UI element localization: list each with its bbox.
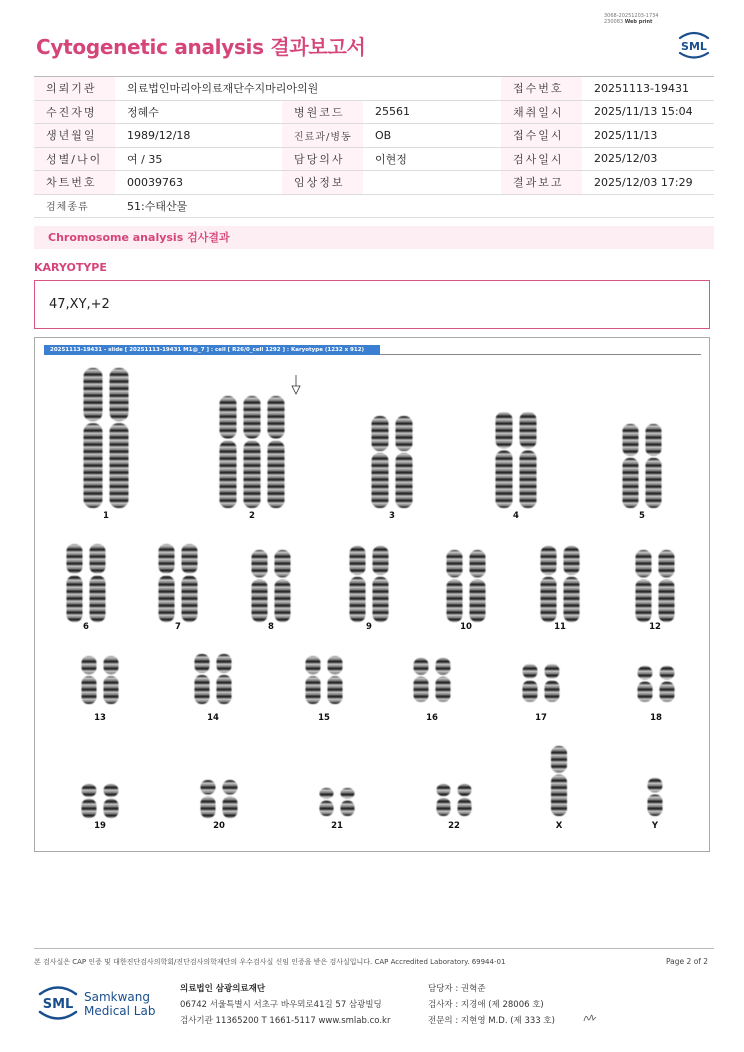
chromosome-label: 15 — [318, 713, 330, 723]
specimen-label: 검체종류 — [34, 194, 115, 218]
organization-info — [180, 981, 390, 1029]
info-row — [34, 147, 714, 171]
chromosome-5-copy — [646, 424, 662, 508]
chromosome-20-copy — [223, 780, 238, 818]
patient-info-table — [34, 76, 714, 218]
info-row — [34, 194, 714, 218]
chromosome-label: 16 — [426, 713, 438, 723]
slide-caption: 20251113-19431 - slide [ 20251113-19431 M1@_7 ] : cell [ R26/0_cell 1292 ] : Karyotype (1232 x 912) — [44, 345, 380, 355]
chromosome-6-copy — [90, 544, 106, 622]
chromosome-10-copy — [447, 550, 463, 622]
trisomy-arrow-icon — [292, 375, 300, 394]
chromosome-19-copy — [104, 784, 119, 818]
chromosome-20-copy — [201, 780, 216, 818]
chromosome-3-copy — [396, 416, 413, 508]
chromosome-X-copy — [551, 746, 567, 816]
chromosome-label: 18 — [650, 713, 662, 723]
chromosome-label: 2 — [249, 511, 255, 521]
chromosome-21-copy — [341, 788, 355, 816]
staff-tester: 검사자 : 지경애 (제 28006 호) — [428, 1000, 544, 1010]
footer-rule — [34, 948, 714, 949]
chromosome-17-copy — [523, 664, 538, 702]
chromosome-4-copy — [520, 412, 537, 508]
chromosome-17-copy — [545, 664, 560, 702]
test-date-label: 검사일시 — [501, 147, 582, 171]
organization-address: 06742 서울특별시 서초구 바우뫼로41길 57 삼광빌딩 — [180, 1000, 382, 1010]
sml-footer-logo — [36, 980, 80, 1026]
test-date-value: 2025/12/03 — [582, 147, 714, 171]
chromosome-6-copy — [67, 544, 83, 622]
info-row — [34, 171, 714, 195]
sex-age-label: 성별/나이 — [34, 147, 115, 171]
chromosome-9-copy — [373, 546, 389, 622]
chromosome-11-copy — [541, 546, 557, 622]
staff-info — [428, 981, 555, 1029]
chromosome-label: 19 — [94, 821, 106, 831]
karyogram-svg — [35, 338, 711, 853]
patient-name-value: 정혜수 — [115, 100, 282, 124]
chromosome-8-copy — [252, 550, 268, 622]
karyotype-result: 47,XY,+2 — [34, 280, 710, 329]
chromosome-label: 21 — [331, 821, 343, 831]
clinical-info-label: 임상정보 — [282, 171, 363, 195]
organization-name: 의료법인 삼광의료재단 — [180, 984, 266, 994]
page-number: Page 2 of 2 — [666, 957, 709, 966]
chromosome-4-copy — [496, 412, 513, 508]
organization-contact: 검사기관 11365200 T 1661-5117 www.smlab.co.kr — [180, 1016, 391, 1026]
section-title: Chromosome analysis 검사결과 — [34, 226, 714, 249]
chromosome-label: 10 — [460, 622, 472, 632]
chromosome-label: Y — [651, 821, 659, 831]
page-title: Cytogenetic analysis 결과보고서 — [36, 35, 366, 59]
specimen-value: 51:수태산물 — [115, 194, 714, 218]
chromosome-label: X — [555, 821, 563, 831]
receipt-no-label: 접수번호 — [501, 77, 582, 101]
chromosome-11-copy — [564, 546, 580, 622]
karyogram-image — [34, 337, 710, 852]
chromosome-13-copy — [104, 656, 119, 704]
karyotype-label: KARYOTYPE — [34, 261, 107, 274]
sml-logo-text: SML — [681, 40, 707, 53]
chromosome-10-copy — [470, 550, 486, 622]
chromosome-7-copy — [182, 544, 198, 622]
brand-line1: Samkwang — [84, 990, 150, 1004]
signature — [582, 1011, 598, 1023]
certification-note: 본 검사실은 CAP 인증 및 대한진단검사의학회/진단검사의학재단의 우수검사실 신임 인증을 받은 검사실입니다. CAP Accredited Laboratory. 69944-01 — [34, 958, 506, 966]
clinical-info-value — [363, 171, 501, 195]
chromosome-label: 12 — [649, 622, 661, 632]
doctor-label: 담당의사 — [282, 147, 363, 171]
chromosome-label: 11 — [554, 622, 566, 632]
receipt-date-value: 2025/11/13 — [582, 124, 714, 148]
chromosome-18-copy — [638, 666, 653, 702]
referring-institution-value: 의료법인마리아의료재단수지마리아의원 — [115, 77, 501, 101]
info-row — [34, 124, 714, 148]
brand-name — [84, 990, 155, 1018]
chromosome-13-copy — [82, 656, 97, 704]
chromosome-8-copy — [275, 550, 291, 622]
chromosome-19-copy — [82, 784, 97, 818]
chromosome-2-copy — [220, 396, 237, 508]
sex-age-value: 여 / 35 — [115, 147, 282, 171]
chromosome-14-copy — [195, 654, 210, 704]
chromosome-15-copy — [328, 656, 343, 704]
chromosome-7-copy — [159, 544, 175, 622]
chromosome-1-copy — [110, 368, 129, 508]
chromosome-21-copy — [320, 788, 334, 816]
chromosome-18-copy — [660, 666, 675, 702]
chromosome-Y-copy — [648, 778, 663, 816]
chromosome-15-copy — [306, 656, 321, 704]
chromosome-label: 5 — [639, 511, 645, 521]
birth-value: 1989/12/18 — [115, 124, 282, 148]
chart-no-label: 차트번호 — [34, 171, 115, 195]
collection-time-value: 2025/11/13 15:04 — [582, 100, 714, 124]
chromosome-label: 4 — [513, 511, 519, 521]
brand-line2: Medical Lab — [84, 1004, 156, 1018]
document-id — [604, 13, 659, 25]
receipt-date-label: 접수일시 — [501, 124, 582, 148]
chromosome-label: 6 — [83, 622, 89, 632]
chromosome-22-copy — [458, 784, 472, 816]
info-row — [34, 77, 714, 101]
hospital-code-label: 병원코드 — [282, 100, 363, 124]
chromosome-16-copy — [436, 658, 451, 702]
chromosome-2-copy — [244, 396, 261, 508]
chromosome-12-copy — [636, 550, 652, 622]
chromosome-16-copy — [414, 658, 429, 702]
chromosome-label: 22 — [448, 821, 460, 831]
department-label: 진료과/병동 — [282, 124, 363, 148]
chromosome-label: 17 — [535, 713, 547, 723]
info-row — [34, 100, 714, 124]
chromosome-5-copy — [623, 424, 639, 508]
report-time-value: 2025/12/03 17:29 — [582, 171, 714, 195]
department-value: OB — [363, 124, 501, 148]
chromosome-label: 7 — [175, 622, 181, 632]
staff-specialist: 전문의 : 지현영 M.D. (제 333 호) — [428, 1016, 555, 1026]
referring-institution-label: 의뢰기관 — [34, 77, 115, 101]
chromosome-label: 13 — [94, 713, 106, 723]
chromosome-label: 3 — [389, 511, 395, 521]
chromosome-3-copy — [372, 416, 389, 508]
hospital-code-value: 25561 — [363, 100, 501, 124]
patient-name-label: 수진자명 — [34, 100, 115, 124]
receipt-no-value: 20251113-19431 — [582, 77, 714, 101]
staff-manager: 담당자 : 권혁준 — [428, 984, 486, 994]
doctor-value: 이현정 — [363, 147, 501, 171]
birth-label: 생년월일 — [34, 124, 115, 148]
chromosome-label: 14 — [207, 713, 219, 723]
document-id-line1: 3068-20251203-1734 — [604, 13, 659, 19]
document-id-line2: 230083 — [604, 19, 624, 25]
chromosome-9-copy — [350, 546, 366, 622]
chromosome-1-copy — [84, 368, 103, 508]
sml-logo — [674, 28, 714, 62]
chromosome-22-copy — [437, 784, 451, 816]
chromosome-2-copy — [268, 396, 285, 508]
chromosome-label: 20 — [213, 821, 225, 831]
chart-no-value: 00039763 — [115, 171, 282, 195]
chromosome-14-copy — [217, 654, 232, 704]
web-print-label: Web print — [624, 19, 653, 25]
collection-time-label: 채취일시 — [501, 100, 582, 124]
chromosome-label: 1 — [103, 511, 109, 521]
chromosome-12-copy — [659, 550, 675, 622]
sml-footer-logo-text: SML — [42, 997, 74, 1012]
report-time-label: 결과보고 — [501, 171, 582, 195]
chromosome-label: 9 — [366, 622, 372, 632]
chromosome-label: 8 — [268, 622, 274, 632]
